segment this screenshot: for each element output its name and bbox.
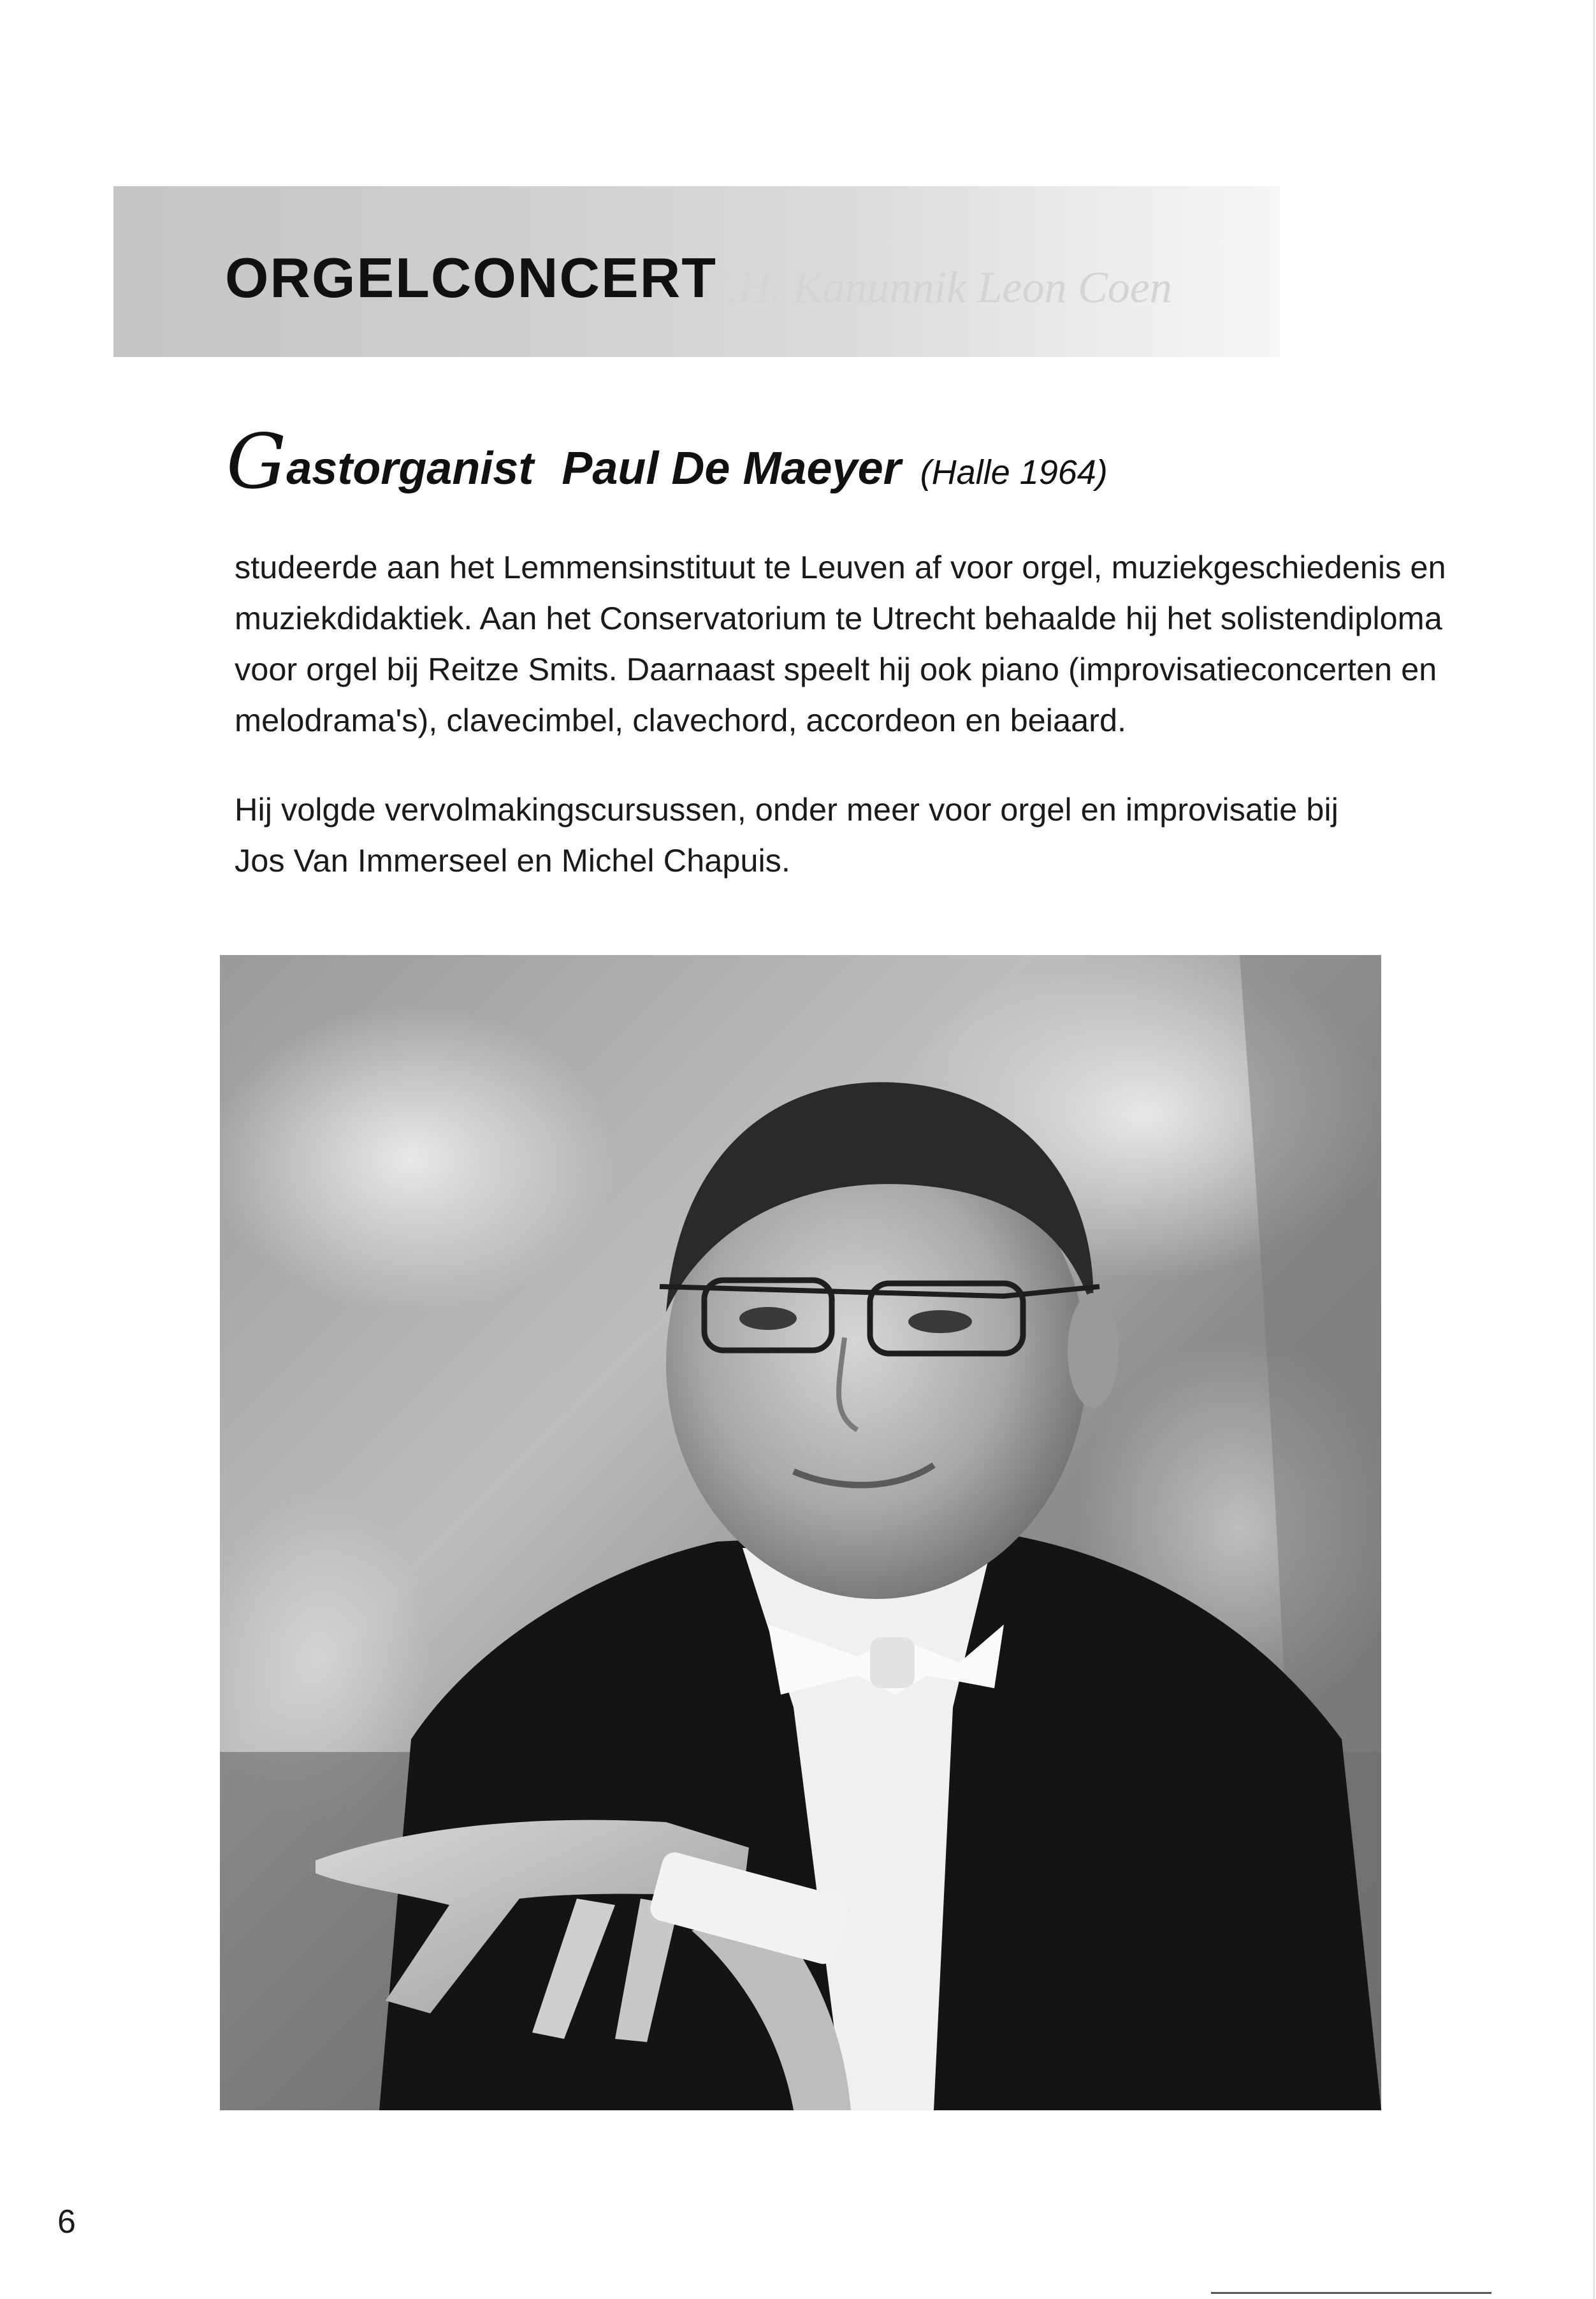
biography-paragraph-2 — [235, 784, 1484, 886]
biography-paragraph-1 — [235, 542, 1484, 746]
text-line: voor orgel bij Reitze Smits. Daarnaast speelt hij ook piano (improvisatieconcerten en — [235, 651, 1437, 687]
page-edge-bottom — [1211, 2292, 1491, 2294]
organist-heading — [226, 418, 1108, 506]
header-faint-text: E.H. Kanunnik Leon Coen — [700, 263, 1172, 312]
page-number: 6 — [57, 2203, 76, 2240]
portrait-image — [220, 955, 1381, 2110]
organist-origin: (Halle 1964) — [920, 453, 1108, 492]
decorative-initial: G — [226, 418, 287, 506]
text-line: muziekdidaktiek. Aan het Conservatorium te Utrecht behaalde hij het solistendiploma — [235, 600, 1442, 636]
text-line: Jos Van Immerseel en Michel Chapuis. — [235, 842, 790, 879]
page-edge — [1592, 0, 1595, 2299]
page-title: ORGELCONCERT — [225, 246, 717, 309]
organist-name: Paul De Maeyer — [562, 443, 901, 494]
text-line: Hij volgde vervolmakingscursussen, onder meer voor orgel en improvisatie bij — [235, 791, 1338, 828]
header-banner — [113, 186, 1280, 357]
text-line: studeerde aan het Lemmensinstituut te Leuven af voor orgel, muziekgeschiedenis en — [235, 549, 1446, 585]
portrait-photo — [220, 955, 1381, 2110]
role-label: astorganist — [286, 443, 534, 494]
text-line: melodrama's), clavecimbel, clavechord, accordeon en beiaard. — [235, 702, 1127, 738]
